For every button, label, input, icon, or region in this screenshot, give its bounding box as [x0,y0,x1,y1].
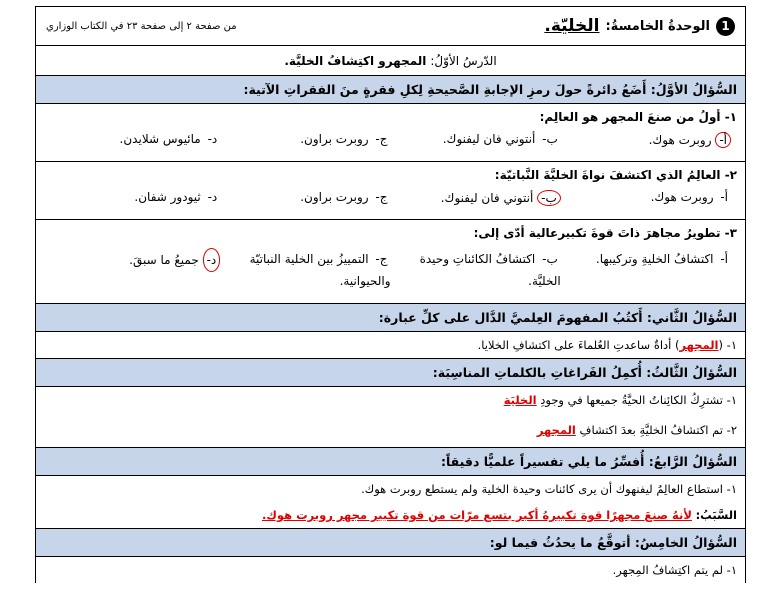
unit-header [35,6,746,46]
option-b[interactable]: ب- أنتوني فان ليفنوك. [391,190,561,206]
lesson-title-row [35,46,746,76]
section-5-title: السُّؤالُ الخامِسُ: أتوقَّعُ ما يحدُثُ فيما لو: [35,529,746,557]
selected-answer-circle: ب- [537,190,561,206]
question-stem: ٢- العالِمُ الذي اكتشفَ نواةَ الخليَّةَ النَّباتيّة: [494,168,737,182]
selected-answer-circle: أ- [715,132,731,148]
option-c[interactable]: ج- روبرت براون. [300,190,388,204]
fill-blank-item: ٢- تم اكتشافُ الخليَّةِ بعدَ اكتشافِ المجهر [536,423,737,437]
section-3-items [35,387,746,448]
unit-title: الخليّة. [544,16,600,36]
question-stem: ١- أولُ من صنعَ المجهر هو العالِم: [539,110,737,124]
section-2-item: ١- (المجهر) أداةٌ ساعدتِ العُلماءَ على اكتشافِ الخلايا. [35,332,746,359]
section-4-title: السُّؤالُ الرَّابعُ: أُفسِّرُ ما يلي تفسيراً علميًّا دقيقاً: [35,448,746,476]
option-a[interactable]: أ- اكتشافُ الخليةِ وتركيبها. [595,252,728,266]
question-2 [35,162,746,220]
option-c[interactable]: ج- التمييزُ بين الخلية النباتيّة والحيوانية. [249,252,391,288]
option-d[interactable]: د- مائيوس شلايدن. [119,132,218,146]
option-c[interactable]: ج- روبرت براون. [300,132,388,146]
unit-label: الوحدةُ الخامسةُ: [605,18,710,34]
option-a[interactable]: أ- روبرت هوك. [650,190,728,204]
answer-text: لأنهُ صنعَ مجهرًا قوة تكبيرهُ أكبر بتسع مرّات من قوة تكبير مجهر روبرت هوك. [261,508,692,522]
explain-item: ١- استطاع العالِمُ ليفنهوك أن يرى كائنات وحيدة الخلية ولم يستطع روبرت هوك. [361,482,737,496]
reason-label: السَّبَبُ: [695,508,737,522]
section-2-title: السُّؤالُ الثَّاني: أَكتُبُ المفهومَ العِلميَّ الدَّال على كلِّ عبارة: [35,304,746,332]
option-a[interactable]: أ- روبرت هوك. [561,132,731,148]
option-d[interactable]: د- ثيودور شفان. [134,190,218,204]
question-stem: ٣- تطويرُ مجاهرَ ذاتَ قوةَ تكبيرعالية أدّى إلى: [473,226,737,240]
lesson-title: المجهرو اكتِشافُ الخليَّة. [284,53,427,68]
section-5-item: ١- لم يتم اكتِشافُ المِجهر. [35,557,746,583]
section-3-title: السُّؤالُ الثَّالثُ: أُكمِلُ الفَراغاتِ بالكلماتِ المناسِبَة: [35,359,746,387]
option-b[interactable]: ب- اكتشافُ الكائناتِ وحيدة الخليَّة. [419,252,561,288]
unit-number-badge: 1 [716,17,735,36]
question-3 [35,220,746,304]
unit-title-group [544,16,735,36]
answer-text: المجهر [536,423,576,437]
selected-answer-circle: د- [203,248,221,272]
lesson-label: الدّرسُ الأوّلُ: [430,53,497,68]
answer-text: المجهر [679,338,719,352]
option-b[interactable]: ب- أنتوني فان ليفنوك. [442,132,558,146]
page-range: من صفحة ٢ إلى صفحة ٢٣ في الكتاب الوزاري [46,20,237,32]
question-1 [35,104,746,162]
worksheet [35,6,746,583]
answer-text: الخليَة [503,393,537,407]
reason-line [36,506,745,528]
option-d[interactable]: د- جميعُ ما سبقَ. [50,248,220,292]
fill-blank-item: ١- تشترِكُ الكائِناتُ الحيَّةُ جميعها في وجودِ الخليَة [503,393,737,407]
section-1-title: السُّؤالُ الأوَّلُ: أَضَعُ دائرةً حولَ رمزِ الإجابةِ الصَّحيحةِ لِكلِ فقرةٍ منَ الفقراتِ الآتية: [35,76,746,104]
section-4-items [35,476,746,529]
